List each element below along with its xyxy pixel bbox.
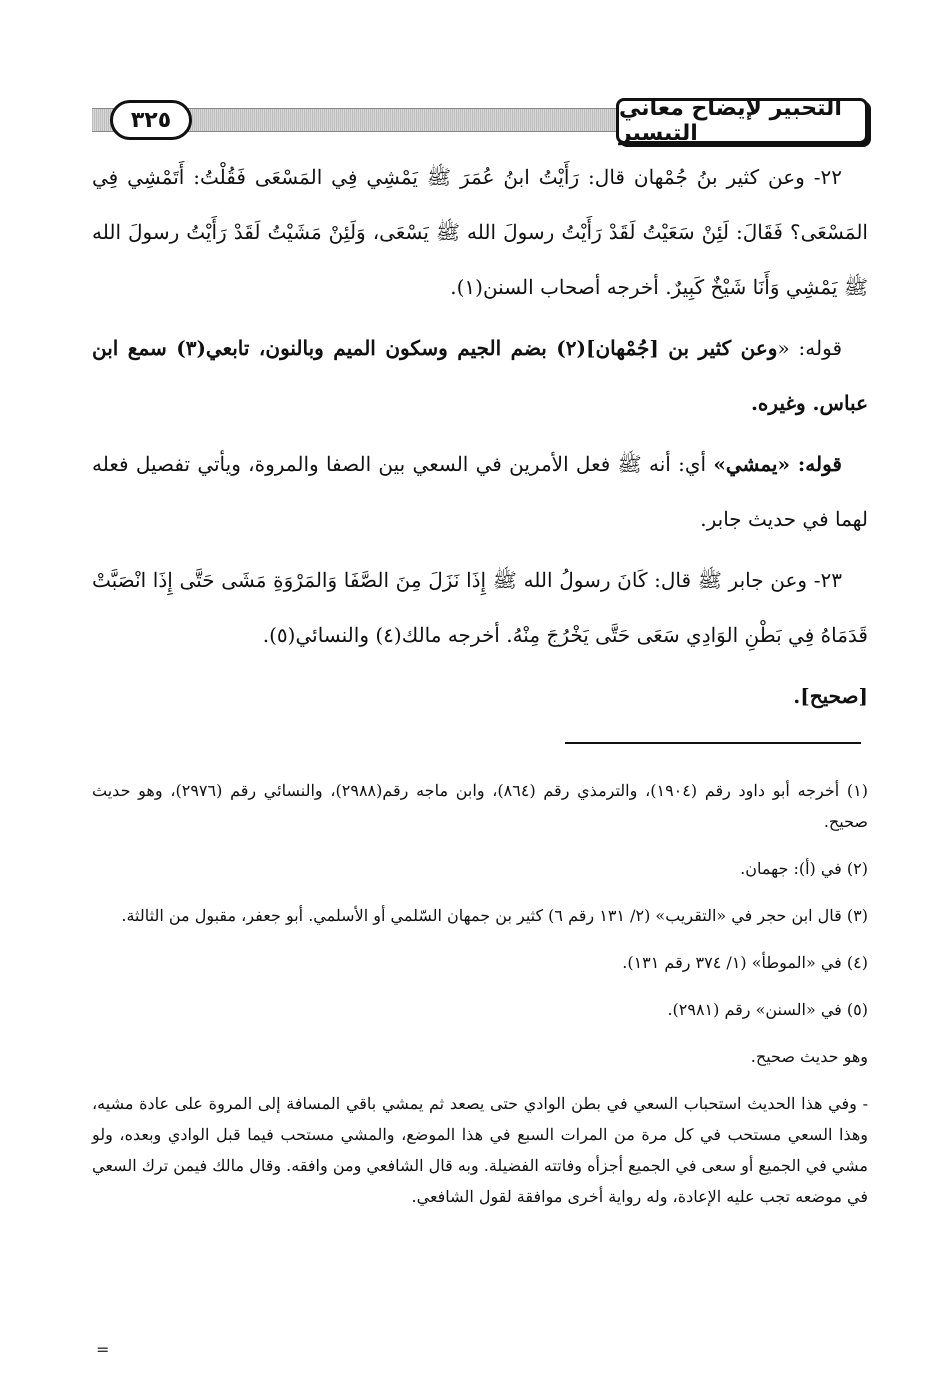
- footnote-4: (٤) في «الموطأ» (١/ ٣٧٤ رقم ١٣١).: [622, 953, 868, 972]
- footnote-5-grade: وهو حديث صحيح.: [750, 1047, 868, 1066]
- hadith-22: ٢٢- وعن كثير بنُ جُمْهان قال: رَأَيْتُ ابنُ عُمَرَ ﷺ يَمْشِي فِي المَسْعَى فَقُلْتُ: أَتَمْشِي فِي المَسْعَى؟ فَقَالَ: لَئِنْ سَعَيْتُ لَقَدْ رَأَيْتُ رسولَ الله ﷺ يَسْعَى، وَلَئِنْ مَشَيْتُ لَقَدْ رَأَيْتُ رسولَ الله ﷺ يَمْشِي وَأَنَا شَيْخٌ كَبِيرٌ. أخرجه أصحاب السنن(١).: [92, 165, 868, 299]
- commentary-yamshi-head: قوله: «يمشي»: [713, 452, 842, 476]
- continuation-mark: =: [96, 1340, 110, 1359]
- footnote-2: (٢) في (أ): جهمان.: [740, 859, 868, 878]
- commentary-kathir: [92, 321, 868, 431]
- page-number: ٣٢٥: [110, 100, 192, 140]
- commentary-kathir-bold: وعن كثير بن [جُمْهان](٢) بضم الجيم وسكون الميم وبالنون، تابعي(٣) سمع ابن عباس. وغيره.: [92, 336, 868, 415]
- hadith-23: ٢٣- وعن جابر ﷺ قال: كَانَ رسولُ الله ﷺ إِذَا نَزَلَ مِنَ الصَّفَا وَالمَرْوَةِ مَشَى حَتَّى إِذَا انْصَبَّتْ قَدَمَاهُ فِي بَطْنِ الوَادِي سَعَى حَتَّى يَخْرُجَ مِنْهُ. أخرجه مالك(٤) والنسائي(٥).: [92, 568, 868, 647]
- commentary-yamshi: [92, 437, 868, 547]
- commentary-yamshi-text: أي: أنه ﷺ فعل الأمرين في السعي بين الصفا والمروة، ويأتي تفصيل فعله لهما في حديث جابر.: [92, 452, 868, 531]
- footnote-3: (٣) قال ابن حجر في «التقريب» (٢/ ١٣١ رقم ٦) كثير بن جمهان السّلمي أو الأسلمي. أبو جعفر، مقبول من الثالثة.: [121, 906, 868, 925]
- footnote-5-note: - وفي هذا الحديث استحباب السعي في بطن الوادي حتى يصعد ثم يمشي باقي المسافة إلى المروة على عادة مشيه، وهذا السعي مستحب في كل مرة من المرات السبع في هذا الموضع، والمشي مستحب فيما قبل الوادي وبعده، ولو مشي في الجميع أو سعى في الجميع أجزأه وفاتته الفضيلة. وبه قال الشافعي ومن وافقه. وقال مالك فيمن ترك السعي في موضعه تجب عليه الإعادة، وله رواية أخرى موافقة لقول الشافعي.: [92, 1094, 869, 1206]
- main-text: [92, 150, 868, 730]
- book-title: التحبير لإيضاح معاني التيسير: [616, 98, 868, 144]
- footnote-5: (٥) في «السنن» رقم (٢٩٨١).: [667, 1000, 868, 1019]
- running-header: [92, 98, 868, 148]
- footnotes: [92, 775, 868, 1228]
- hadith-grade: [صحيح].: [793, 684, 868, 708]
- footnote-1: (١) أخرجه أبو داود رقم (١٩٠٤)، والترمذي رقم (٨٦٤)، وابن ماجه رقم(٢٩٨٨)، والنسائي رقم (٢٩٧٦)، وهو حديث صحيح.: [92, 781, 869, 831]
- commentary-lead: قوله: «: [777, 336, 843, 360]
- footnote-separator: [565, 742, 861, 744]
